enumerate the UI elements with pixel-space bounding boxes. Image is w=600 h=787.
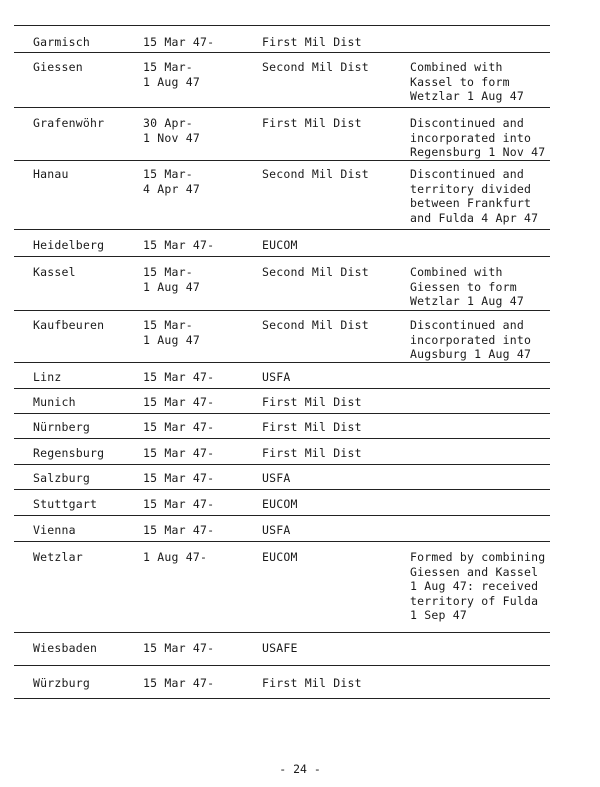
headquarters: Second Mil Dist xyxy=(262,265,369,279)
headquarters: First Mil Dist xyxy=(262,676,362,690)
remarks: Discontinued and territory divided between Frankfurt and Fulda 4 Apr 47 xyxy=(410,167,539,225)
table-rule xyxy=(14,541,550,542)
table-rule xyxy=(14,489,550,490)
station-name: Munich xyxy=(33,395,76,409)
headquarters: USFA xyxy=(262,471,291,485)
station-name: Wetzlar xyxy=(33,550,83,564)
headquarters: First Mil Dist xyxy=(262,395,362,409)
date-range: 15 Mar 47- xyxy=(143,446,215,460)
headquarters: Second Mil Dist xyxy=(262,318,369,332)
station-name: Kassel xyxy=(33,265,76,279)
headquarters: First Mil Dist xyxy=(262,116,362,130)
table-rule xyxy=(14,413,550,414)
headquarters: USAFE xyxy=(262,641,298,655)
date-range: 15 Mar 47- xyxy=(143,35,215,49)
date-range: 15 Mar- 1 Aug 47 xyxy=(143,265,200,294)
date-range: 1 Aug 47- xyxy=(143,550,208,564)
table-rule xyxy=(14,438,550,439)
date-range: 30 Apr- 1 Nov 47 xyxy=(143,116,200,145)
date-range: 15 Mar 47- xyxy=(143,497,215,511)
date-range: 15 Mar- 1 Aug 47 xyxy=(143,60,200,89)
station-name: Hanau xyxy=(33,167,69,181)
headquarters: EUCOM xyxy=(262,238,298,252)
date-range: 15 Mar- 4 Apr 47 xyxy=(143,167,200,196)
station-name: Grafenwöhr xyxy=(33,116,105,130)
station-name: Nürnberg xyxy=(33,420,90,434)
date-range: 15 Mar 47- xyxy=(143,641,215,655)
station-name: Regensburg xyxy=(33,446,105,460)
headquarters: EUCOM xyxy=(262,550,298,564)
date-range: 15 Mar 47- xyxy=(143,395,215,409)
remarks: Formed by combining Giessen and Kassel 1 Aug 47: received territory of Fulda 1 Sep 47 xyxy=(410,550,546,622)
table-rule xyxy=(14,388,550,389)
remarks: Discontinued and incorporated into Augsburg 1 Aug 47 xyxy=(410,318,532,361)
headquarters: First Mil Dist xyxy=(262,420,362,434)
date-range: 15 Mar 47- xyxy=(143,370,215,384)
station-name: Giessen xyxy=(33,60,83,74)
station-name: Kaufbeuren xyxy=(33,318,105,332)
remarks: Combined with Giessen to form Wetzlar 1 Aug 47 xyxy=(410,265,524,308)
station-name: Stuttgart xyxy=(33,497,98,511)
headquarters: First Mil Dist xyxy=(262,35,362,49)
date-range: 15 Mar- 1 Aug 47 xyxy=(143,318,200,347)
headquarters: USFA xyxy=(262,370,291,384)
station-name: Wiesbaden xyxy=(33,641,98,655)
date-range: 15 Mar 47- xyxy=(143,523,215,537)
date-range: 15 Mar 47- xyxy=(143,420,215,434)
table-rule xyxy=(14,464,550,465)
table-rule xyxy=(14,632,550,633)
headquarters: Second Mil Dist xyxy=(262,167,369,181)
station-name: Vienna xyxy=(33,523,76,537)
table-rule xyxy=(14,665,550,666)
headquarters: First Mil Dist xyxy=(262,446,362,460)
table-rule xyxy=(14,310,550,311)
station-name: Heidelberg xyxy=(33,238,105,252)
headquarters: Second Mil Dist xyxy=(262,60,369,74)
date-range: 15 Mar 47- xyxy=(143,471,215,485)
table-rule xyxy=(14,229,550,230)
station-name: Würzburg xyxy=(33,676,90,690)
table-rule xyxy=(14,256,550,257)
remarks: Combined with Kassel to form Wetzlar 1 Aug 47 xyxy=(410,60,524,103)
page-number: - 24 - xyxy=(279,762,321,776)
table-rule xyxy=(14,25,550,26)
station-name: Linz xyxy=(33,370,62,384)
station-name: Salzburg xyxy=(33,471,90,485)
table-rule xyxy=(14,362,550,363)
table-rule xyxy=(14,160,550,161)
date-range: 15 Mar 47- xyxy=(143,238,215,252)
headquarters: USFA xyxy=(262,523,291,537)
date-range: 15 Mar 47- xyxy=(143,676,215,690)
table-rule xyxy=(14,515,550,516)
table-rule xyxy=(14,107,550,108)
table-rule xyxy=(14,52,550,53)
headquarters: EUCOM xyxy=(262,497,298,511)
station-name: Garmisch xyxy=(33,35,90,49)
remarks: Discontinued and incorporated into Regensburg 1 Nov 47 xyxy=(410,116,546,159)
table-rule xyxy=(14,698,550,699)
